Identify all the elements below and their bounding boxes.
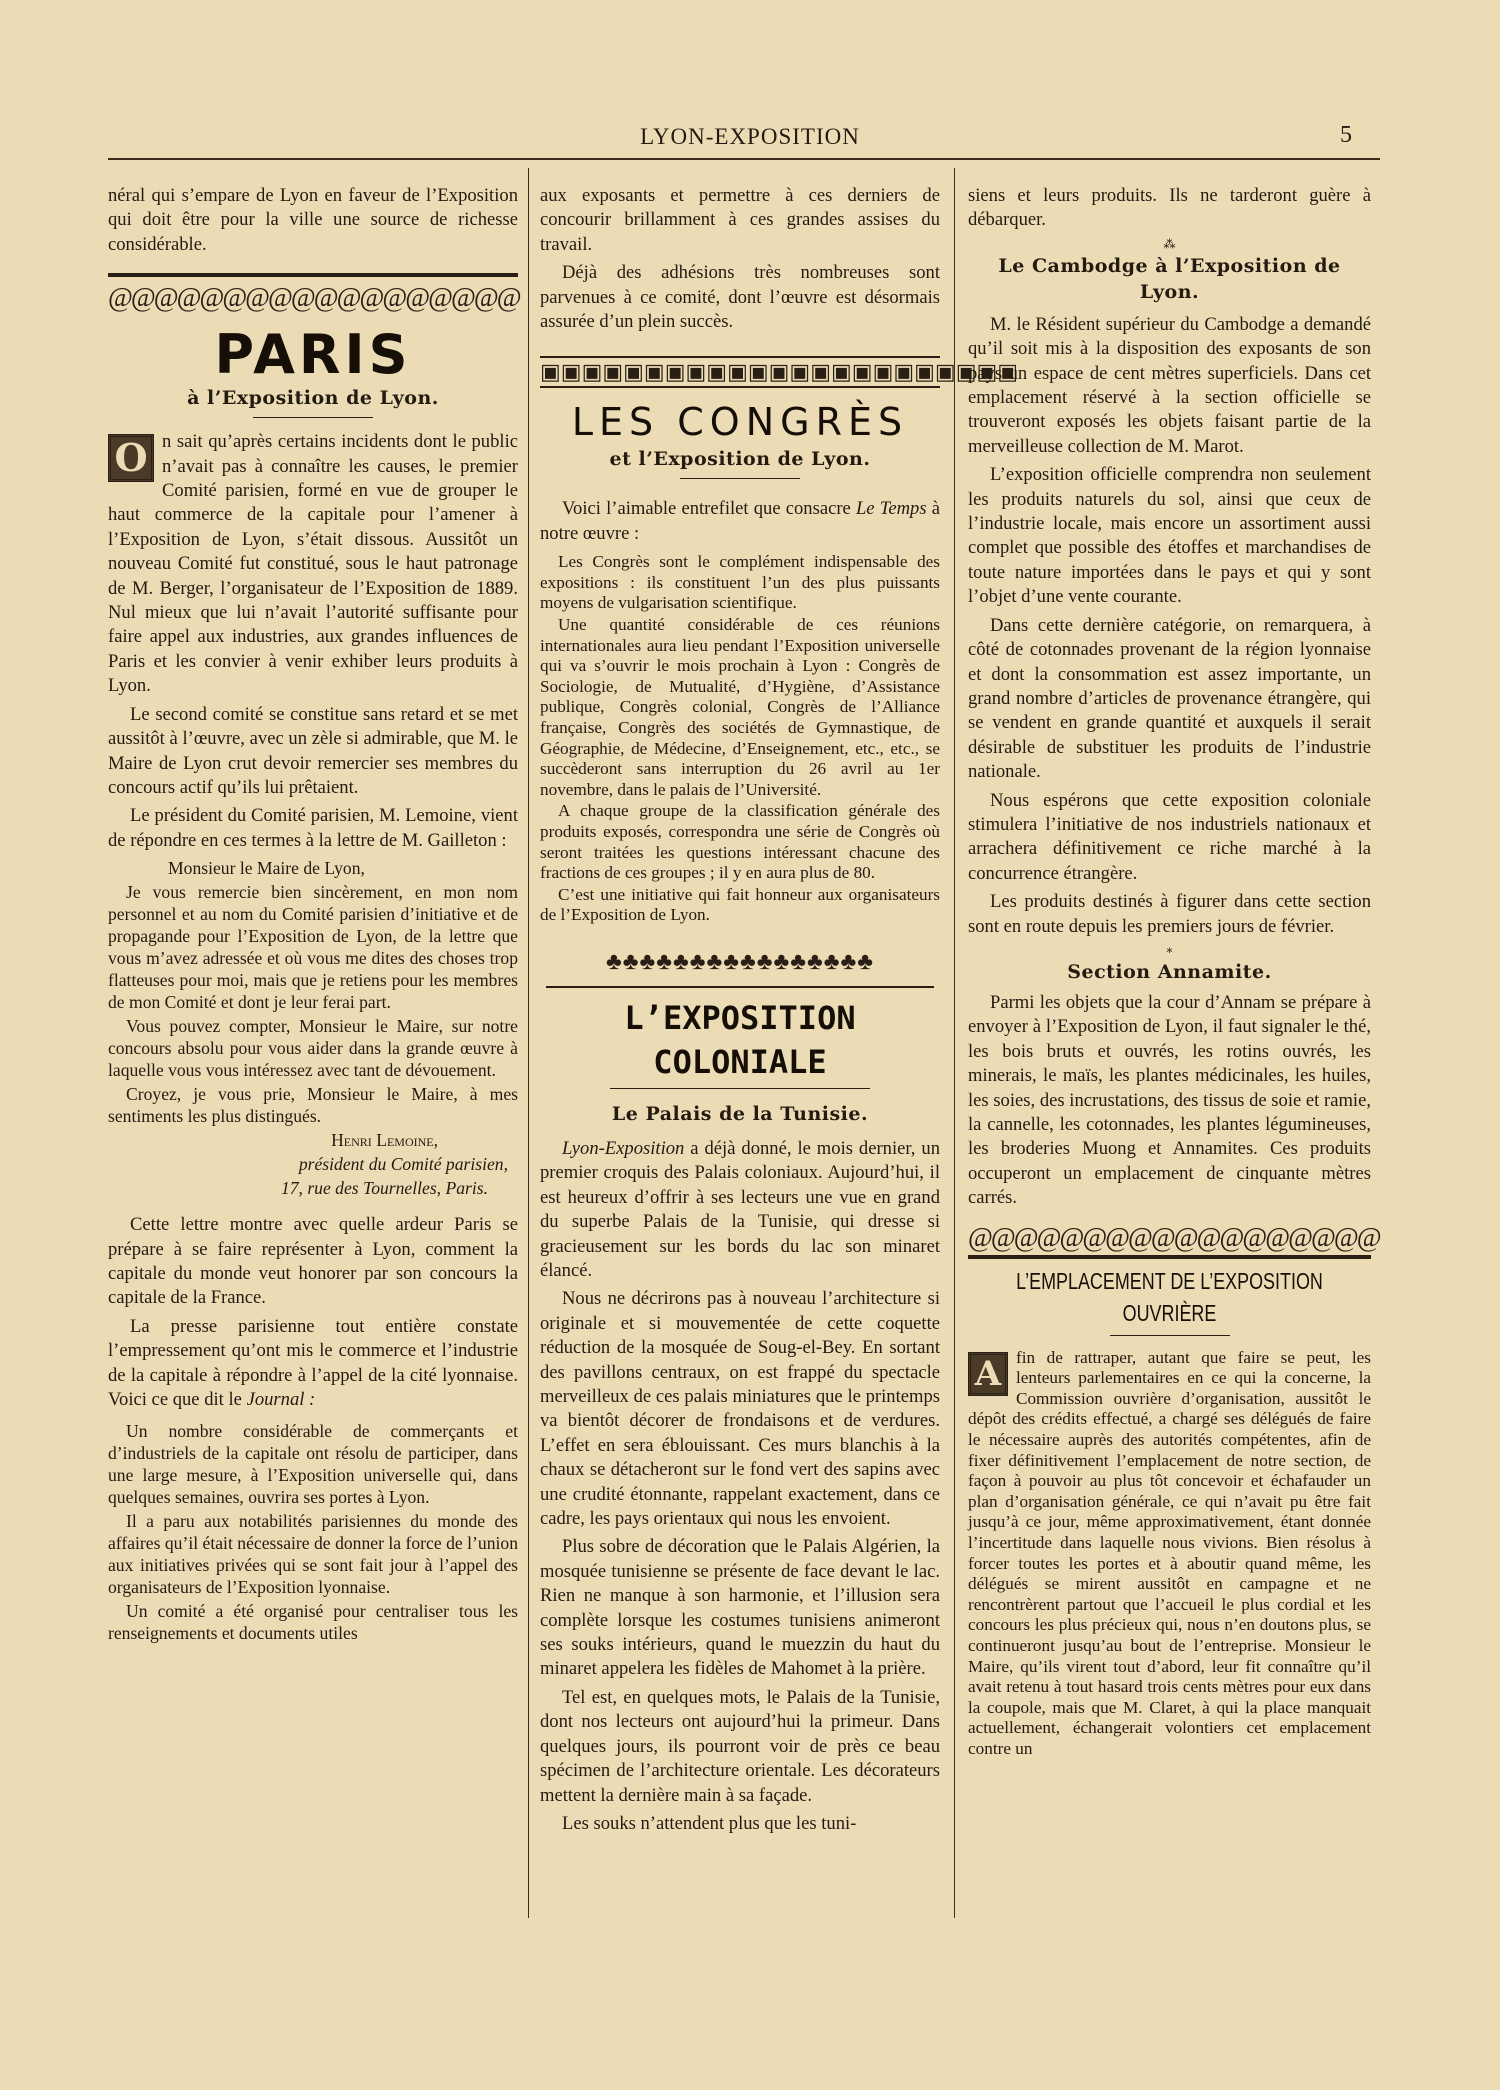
cambodge-paragraph: Nous espérons que cette exposition coloniale stimulera l’initiative de nos industriels nationaux et arrachera définitivement ce riche marché à la concurrence étrangère.	[968, 789, 1371, 884]
cambodge-paragraph: Les produits destinés à figurer dans cette section sont en route depuis les premiers jours de février.	[968, 891, 1371, 937]
cambodge-paragraph: M. le Résident supérieur du Cambodge a demandé qu’il soit mis à la disposition des exposants de son pays un espace de cent mètres superficiels. Dans cet emplacement réservé à la section officielle se trouveront exposés les objets faisant partie de la merveilleuse collection de M. Marot.	[968, 313, 1371, 457]
quote-paragraph: Une quantité considérable de ces réunions internationales aura lieu pendant l’Exposition universelle qui va s’ouvrir le mois prochain à Lyon : Congrès de Sociologie, de Mutualité, d’Hygiène, d’Assistance publique, Congrès colonial, Congrès de l’Alliance française, Congrès des sociétés de Gymnastique, de Géographie, de Médecine, d’Enseignement, etc., etc., se succèderont sans interruption du 26 avril au 1er novembre, dans le palais de l’Université.	[540, 615, 940, 799]
section-subtitle-annamite: Section Annamite.	[1067, 960, 1272, 983]
quote-paragraph: Il a paru aux notabilités parisiennes du monde des affaires qu’il était nécessaire de donner la force de l’union aux initiatives privées qui se sont fait jour à l’appel des organisateurs de l’Exposition lyonnaise.	[108, 1511, 518, 1598]
signature-title: président du Comité parisien,	[298, 1154, 508, 1175]
paris-paragraph: La presse parisienne tout entière constate l’empressement qu’ont mis le commerce et l’industrie de la capitale à répondre à l’appel de la cité lyonnaise. Voici ce que dit le Journal :	[108, 1315, 518, 1410]
column-divider	[528, 168, 529, 1918]
letter-paragraph: Je vous remercie bien sincèrement, en mon nom personnel et au nom du Comité parisien d’initiative et de propagande pour l’Exposition de Lyon, de la lettre que vous m’avez adressée et où vous me dites des choses trop flatteuses pour moi, mais que je retiens pour les membres de mon Comité et dont je leur ferai part.	[108, 882, 518, 1013]
tunisie-paragraph: Nous ne décrirons pas à nouveau l’architecture si originale et si mouvementée de cette coquette réduction de la mosquée de Soug-el-Bey. En sortant des pavillons centraux, on est frappé du spectacle merveilleux de ces palais miniatures que le printemps va bientôt décorer de frondaisons et de verdures. L’effet en sera éblouissant. Ces murs blanchis à la chaux se détacheront sur le fond vert des sapins avec une crudité étonnante, rappelant exactement, dans ce cadre, les pays orientaux qui nous les envoient.	[540, 1288, 940, 1530]
section-title-paris: PARIS	[214, 323, 412, 387]
paris-paragraph: O n sait qu’après certains incidents dont le public n’avait pas à connaître les causes, le premier Comité parisien, formé en vue de grouper le haut commerce de la capitale pour l’amener à l’Exposition de Lyon, s’était dissous. Aussitôt un nouveau Comité fut constitué, sous le haut patronage de M. Berger, l’organisateur de l’Exposition de 1889. Nul mieux que lui n’avait l’autorité suffisante pour faire appel aux industries, aux grandes influences de Paris et les convier à venir exhiber leurs produits à Lyon.	[108, 431, 518, 697]
congres-paragraph: Voici l’aimable entrefilet que consacre Le Temps à notre œuvre :	[540, 498, 941, 544]
quoted-temps	[540, 552, 940, 926]
signature-address: 17, rue des Tournelles, Paris.	[280, 1178, 488, 1199]
paris-paragraph: Le second comité se constitue sans retard et se met aussitôt à l’œuvre, avec un zèle si admirable, que M. le Maire de Lyon crut devoir remercier ses membres du concours actif qu’ils lui prêtaient.	[108, 703, 518, 798]
column-3	[968, 184, 1380, 1761]
tunisie-paragraph: Plus sobre de décoration que le Palais Algérien, la mosquée tunisienne se présente de face devant le lac. Rien ne manque à son harmonie, et l’illusion sera complète lorsque les costumes tunisiens animeront ses souks intérieurs, quand le muezzin du haut du minaret appelera les fidèles de Mahomet à la prière.	[540, 1536, 940, 1680]
ornament-rule	[108, 273, 518, 277]
col1-intro: néral qui s’empare de Lyon en faveur de l’Exposition qui doit être pour la ville une source de richesse considérable.	[108, 185, 518, 255]
quoted-journal	[108, 1420, 518, 1644]
column-2	[540, 184, 1019, 1840]
tunisie-paragraph: Tel est, en quelques mots, le Palais de la Tunisie, dont nos lecteurs ont aujourd’hui la primeur. Dans quelques jours, ils pourront voir de près ce beau spécimen de l’architecture orientale. Les décorateurs mettent la dernière main à sa façade.	[540, 1686, 940, 1806]
column-1	[108, 184, 518, 1646]
asterism: ⁂	[1163, 236, 1176, 251]
ouvriere-paragraph: A fin de rattraper, autant que faire se peut, les lenteurs parlementaires en ce qui la concerne, la Commission ouvrière d’organisation, aussitôt le dépôt des crédits effectué, a chargé ses délégués de faire le nécessaire auprès des autorités compétentes, afin de fixer définitivement l’emplacement de notre section, de façon à pouvoir au plus tôt concevoir et échafauder un plan d’organisation générale, ce qui n’avait pu être fait jusqu’à ce jour, même approximativement, étant donnée l’incertitude dans laquelle nous vivions. Bien résolus à forcer toutes les portes et à aboutir quand même, les délégués se mirent aussitôt en campagne et ne rencontrèrent partout que l’accueil le plus cordial et les concours les plus précieux qui, nous n’en doutons plus, se continueront jusqu’au bout de l’entreprise. Monsieur le Maire, qu’ils virent tout d’abord, leur fit connaître qu’il avait retenu à tout hasard trois cents mètres pour eux dans la coupole, mais que M. Claret, à qui la place manquait actuellement, échangerait volontiers cet emplacement contre un	[968, 1347, 1371, 1758]
ornament-rule	[546, 986, 934, 988]
section-title-congres: LES CONGRÈS	[571, 400, 909, 445]
quote-paragraph: Un comité a été organisé pour centraliser tous les renseignements et documents utiles	[108, 1601, 518, 1644]
letter-salutation: Monsieur le Maire de Lyon,	[168, 858, 365, 879]
ouvriere-article	[968, 1348, 1371, 1760]
signature-name: Henri Lemoine,	[331, 1130, 438, 1151]
section-title-coloniale: L’EXPOSITION COLONIALE	[624, 998, 856, 1081]
page-number: 5	[1340, 122, 1352, 148]
tunisie-paragraph: Lyon-Exposition a déjà donné, le mois dernier, un premier croquis des Palais coloniaux. Aujourd’hui, il est heureux d’offrir à ses lecteurs une vue en grand du superbe Palais de la Tunisie, qui dresse si gracieusement sur les bords du lac son minaret élancé.	[540, 1137, 940, 1281]
col3-intro: siens et leurs produits. Ils ne tarderont guère à débarquer.	[968, 185, 1371, 231]
section-subtitle-paris: à l’Exposition de Lyon.	[187, 387, 439, 410]
section-subtitle-congres: et l’Exposition de Lyon.	[609, 448, 871, 471]
drop-cap-a: A	[968, 1352, 1008, 1396]
annamite-paragraph: Parmi les objets que la cour d’Annam se prépare à envoyer à l’Exposition de Lyon, il faut signaler le thé, les bois bruts et ouvrés, les rotins ouvrés, les minerais, le maïs, les plantes médicinales, les huiles, les soies, des incrustations, des tissus de soie et ramie, la cannelle, les cotonnades, les plantes légumineuses, les broderies Muong et Annamites. Ces produits occuperont un emplacement de cinquante mètres carrés.	[968, 991, 1371, 1209]
cambodge-paragraph: L’exposition officielle comprendra non seulement les produits naturels du sol, ainsi que ceux de l’industrie locale, mais encore un assortiment aussi complet que possible des étoffes et marchandises de toute nature importées dans le pays et qui y sont l’objet d’une vente courante.	[968, 464, 1371, 608]
scroll-ornament: @@@@@@@@@@@@@@@@@@	[108, 282, 520, 313]
quote-paragraph: A chaque groupe de la classification générale des produits exposés, correspondra une série de Congrès où seront traitées les questions intéressant chacune des fractions de ces groupes ; il y en aura plus de 80.	[540, 801, 940, 883]
star-separator: ∗	[1165, 942, 1174, 957]
running-header: LYON-EXPOSITION	[640, 124, 860, 149]
section-subtitle-tunisie: Le Palais de la Tunisie.	[611, 1102, 869, 1125]
arrow-ornament: ♣♣♣♣♣♣♣♣♣♣♣♣♣♣♣♣	[606, 948, 874, 975]
column-divider	[954, 168, 955, 1918]
col2-intro: Déjà des adhésions très nombreuses sont parvenues à ce comité, dont l’œuvre est désormais assurée d’un plein succès.	[540, 262, 940, 333]
cambodge-paragraph: Dans cette dernière catégorie, on remarquera, à côté de cotonnades provenant de la région lyonnaise et dont la consommation est assez importante, un grand nombre d’articles de provenance étrangère, qui se vendent en grande quantité et auxquels il serait désirable de substituer les produits de l’industrie nationale.	[968, 614, 1371, 783]
short-rule	[610, 1088, 870, 1089]
ornament-rule	[968, 1255, 1371, 1259]
paris-paragraph: Cette lettre montre avec quelle ardeur Paris se prépare à se faire représenter à Lyon, comment la capitale du monde veut honorer par son concours la capitale de la France.	[108, 1214, 518, 1309]
section-title-ouvriere: L’EMPLACEMENT DE L’EXPOSITION OUVRIÈRE	[1016, 1267, 1323, 1326]
section-subtitle-cambodge: Le Cambodge à l’Exposition de Lyon.	[998, 254, 1341, 303]
short-rule	[680, 478, 800, 479]
quoted-letter	[108, 857, 518, 1199]
letter-paragraph: Vous pouvez compter, Monsieur le Maire, sur notre concours absolu pour vous aider dans la grande œuvre à laquelle vous vous intéressez avec tant de dévouement.	[108, 1016, 518, 1081]
drop-cap-o: O	[108, 434, 154, 482]
scroll-ornament: @@@@@@@@@@@@@@@@@@	[968, 1221, 1380, 1252]
col2-intro: aux exposants et permettre à ces derniers de concourir brillamment à ces grandes assises du travail.	[540, 185, 940, 255]
tunisie-paragraph: Les souks n’attendent plus que les tuni-	[562, 1812, 857, 1834]
header-rule	[108, 158, 1380, 160]
paris-paragraph: Le président du Comité parisien, M. Lemoine, vient de répondre en ces termes à la lettre de M. Gailleton :	[108, 805, 518, 851]
quote-paragraph: Les Congrès sont le complément indispensable des expositions : ils constituent l’un des plus puissants moyens de vulgarisation scientifique.	[540, 552, 940, 613]
short-rule	[1110, 1335, 1230, 1336]
quote-paragraph: Un nombre considérable de commerçants et d’industriels de la capitale ont résolu de participer, dans une large mesure, à l’Exposition universelle qui, dans quelques semaines, ouvrira ses portes à Lyon.	[108, 1421, 518, 1508]
box-ornament: ▣▣▣▣▣▣▣▣▣▣▣▣▣▣▣▣▣▣▣▣▣▣▣	[540, 356, 940, 388]
short-rule	[253, 417, 373, 418]
letter-paragraph: Croyez, je vous prie, Monsieur le Maire, à mes sentiments les plus distingués.	[108, 1084, 518, 1127]
quote-paragraph: C’est une initiative qui fait honneur aux organisateurs de l’Exposition de Lyon.	[540, 884, 940, 925]
